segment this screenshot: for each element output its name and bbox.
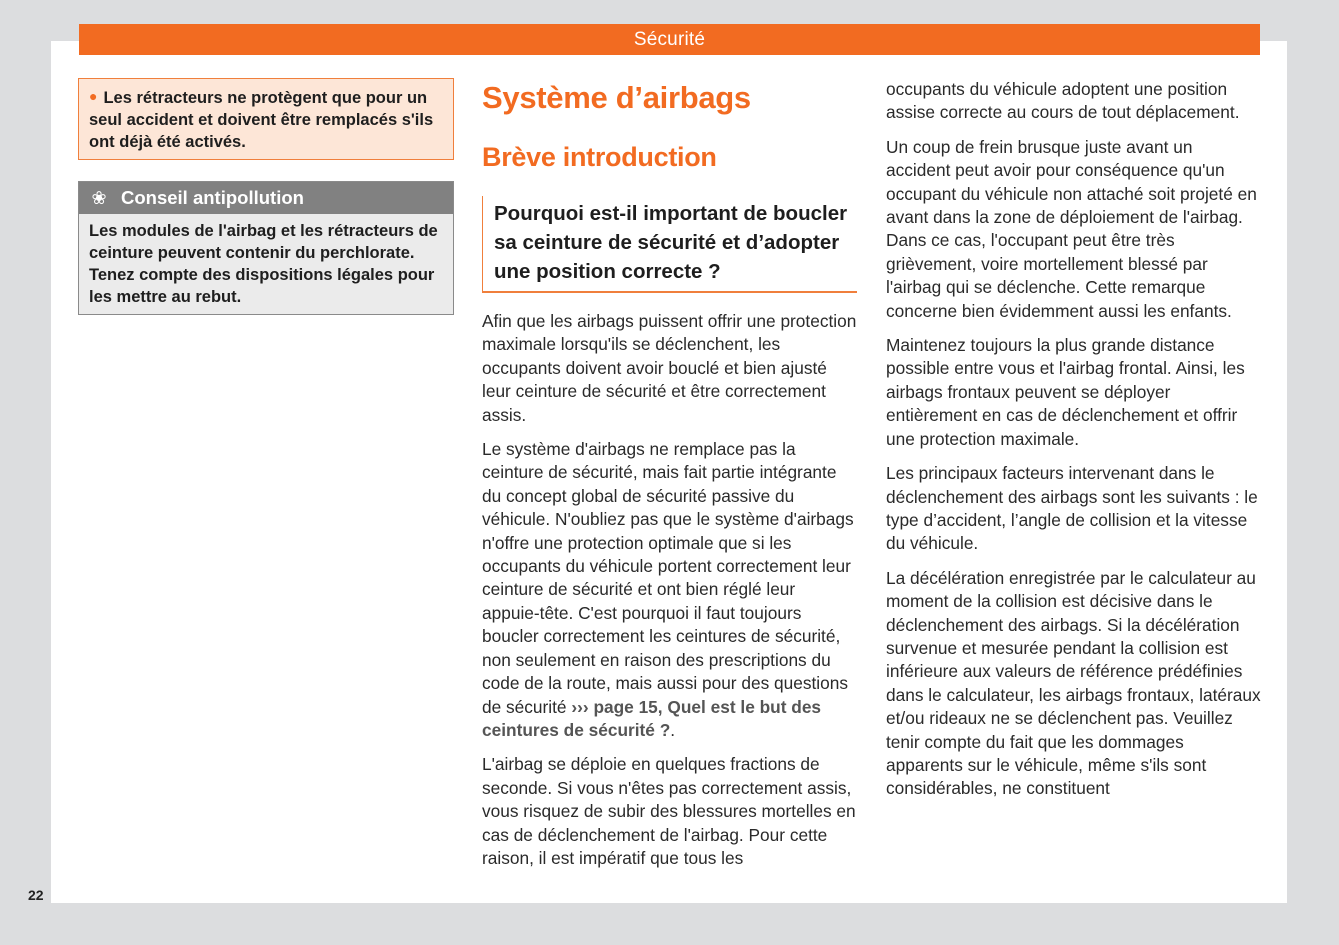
arrow-icon: ››› (571, 696, 589, 717)
paragraph: La décélération enregistrée par le calculateur au moment de la collision est décisive dans le déclenchement des airbags. Si la décélération survenue et mesurée pendant la collision est inférieure aux valeurs de référence prédéfinies dans le calculateur, les airbags frontaux, latéraux et/ou rideaux ne se déclenchent pas. Veuillez tenir compte du fait que les dommages apparents sur le véhicule, même s'ils sont considérables, ne constituent (886, 567, 1261, 799)
right-column (886, 78, 1261, 812)
question-heading: Pourquoi est-il important de boucler sa ceinture de sécurité et d’adopter une position correcte ? (482, 196, 857, 293)
paragraph: L'airbag se déploie en quelques fractions de seconde. Si vous n'êtes pas correctement assis, vous risquez de subir des blessures mortelles en cas de déclenchement de l'airbag. Pour cette raison, il est impératif que tous les (482, 754, 856, 868)
page-number: 22 (28, 887, 44, 903)
eco-tip-title: Conseil antipollution (121, 187, 304, 208)
paragraph-text: Le système d'airbags ne remplace pas la ceinture de sécurité, mais fait partie intégrante du concept global de sécurité passive du véhicule. N'oubliez pas que le système d'airbags n'offre une protection optimale que si les occupants du véhicule portent correctement leur ceinture de sécurité et ont bien réglé leur appuie-tête. C'est pourquoi il faut toujours boucler correctement les ceintures de sécurité, non seulement en raison des prescriptions du code de la route, mais aussi pour des questions de sécurité (482, 439, 854, 717)
paragraph: Afin que les airbags puissent offrir une protection maximale lorsqu'ils se déclenchent, les occupants doivent avoir bouclé et bien ajusté leur ceinture de sécurité et être correctement assis. (482, 311, 857, 425)
note-text: Les rétracteurs ne protègent que pour un seul accident et doivent être remplacés s'ils ont déjà été activés. (89, 89, 434, 151)
flower-icon: ❀ (91, 188, 107, 208)
cross-reference-text: page 15, Quel est le but des ceintures de sécurité ? (482, 696, 822, 740)
middle-column (482, 78, 857, 881)
left-column (78, 78, 454, 315)
section-subtitle: Brève introduction (482, 142, 717, 172)
eco-tip-header (79, 182, 453, 214)
paragraph: Les principaux facteurs intervenant dans le déclenchement des airbags sont les suivants : le type d’accident, l’angle de collision et la vitesse du véhicule. (886, 463, 1258, 554)
paragraph (482, 438, 857, 742)
trailing-period: . (670, 719, 676, 740)
section-title: Sécurité (633, 29, 706, 50)
paragraph: occupants du véhicule adoptent une position assise correcte au cours de tout déplacement. (886, 79, 1240, 123)
chapter-title: Système d’airbags (482, 80, 751, 115)
eco-tip-box (78, 181, 454, 315)
bullet-icon: ● (89, 88, 98, 104)
paragraph: Un coup de frein brusque juste avant un accident peut avoir pour conséquence qu'un occupant du véhicule non attaché soit projeté en avant dans la zone de déploiement de l'airbag. Dans ce cas, l'occupant peut être très grièvement, voire mortellement blessé par l'airbag qui se déclenche. Cette remarque concerne bien évidemment aussi les enfants. (886, 136, 1257, 321)
section-header-bar (79, 24, 1260, 55)
eco-tip-body: Les modules de l'airbag et les rétracteurs de ceinture peuvent contenir du perchlorate. Tenez compte des dispositions légales pour les mettre au rebut. (89, 222, 438, 306)
note-box (78, 78, 454, 160)
paragraph: Maintenez toujours la plus grande distance possible entre vous et l'airbag frontal. Ainsi, les airbags frontaux peuvent se déployer entièrement en cas de déclenchement et offrir une protection maximale. (886, 335, 1245, 449)
